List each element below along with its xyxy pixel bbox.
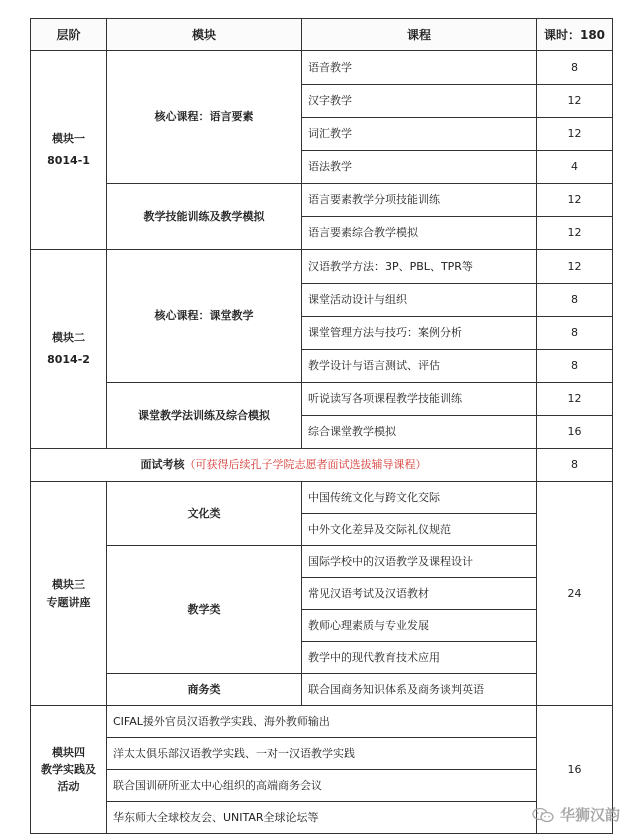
table-row: [31, 51, 613, 85]
curriculum-table: [30, 18, 613, 834]
interview-note: （可获得后续孔子学院志愿者面试选拔辅导课程）: [184, 458, 427, 471]
header-level: 层阶: [31, 19, 107, 51]
hours-cell: 12: [537, 250, 613, 284]
module2-name: 模块二: [52, 331, 85, 344]
module1-sub2-title: 教学技能训练及教学模拟: [107, 184, 302, 250]
course-cell: 教师心理素质与专业发展: [302, 610, 537, 642]
watermark: [532, 804, 620, 825]
header-module: 模块: [107, 19, 302, 51]
course-cell: 联合国商务知识体系及商务谈判英语: [302, 674, 537, 706]
table-row: [31, 802, 613, 834]
module3-hours: 24: [537, 482, 613, 706]
hours-cell: 8: [537, 284, 613, 317]
hours-cell: 12: [537, 85, 613, 118]
module1-sub1-title: 核心课程：语言要素: [107, 51, 302, 184]
course-cell: 综合课堂教学模拟: [302, 416, 537, 449]
table-header-row: [31, 19, 613, 51]
hours-cell: 12: [537, 184, 613, 217]
table-row: [31, 674, 613, 706]
watermark-text: 华狮汉韵: [559, 806, 620, 824]
course-cell: 语言要素教学分项技能训练: [302, 184, 537, 217]
hours-cell: 4: [537, 151, 613, 184]
header-course: 课程: [302, 19, 537, 51]
course-cell: 教学中的现代教育技术应用: [302, 642, 537, 674]
course-cell: 中外文化差异及交际礼仪规范: [302, 514, 537, 546]
practice-item: 华东师大全球校友会、UNITAR全球论坛等: [107, 802, 537, 834]
module1-name: 模块一: [52, 132, 85, 145]
table-row: [31, 546, 613, 578]
course-cell: 教学设计与语言测试、评估: [302, 350, 537, 383]
practice-item: 洋太太俱乐部汉语教学实践、一对一汉语教学实践: [107, 738, 537, 770]
wechat-icon: [532, 807, 554, 823]
hours-cell: 12: [537, 217, 613, 250]
module4-subtitle1: 教学实践及: [41, 763, 96, 776]
table-row: [31, 738, 613, 770]
module3-level-cell: [31, 482, 107, 706]
course-cell: 国际学校中的汉语教学及课程设计: [302, 546, 537, 578]
course-cell: 汉语教学方法：3P、PBL、TPR等: [302, 250, 537, 284]
interview-row: [31, 449, 613, 482]
module3-business-title: 商务类: [107, 674, 302, 706]
course-cell: 常见汉语考试及汉语教材: [302, 578, 537, 610]
module3-name: 模块三: [52, 577, 85, 591]
course-cell: 汉字教学: [302, 85, 537, 118]
module4-subtitle2: 活动: [57, 780, 80, 793]
module2-sub2-title: 课堂教学法训练及综合模拟: [107, 383, 302, 449]
course-cell: 语言要素综合教学模拟: [302, 217, 537, 250]
practice-item: 联合国训研所亚太中心组织的高端商务会议: [107, 770, 537, 802]
hours-cell: 12: [537, 383, 613, 416]
module3-culture-title: 文化类: [107, 482, 302, 546]
course-cell: 听说读写各项课程教学技能训练: [302, 383, 537, 416]
table-row: [31, 250, 613, 284]
course-cell: 语音教学: [302, 51, 537, 85]
module3-subtitle: 专题讲座: [46, 595, 91, 609]
module4-level-cell: [31, 706, 107, 834]
course-cell: 课堂管理方法与技巧：案例分析: [302, 317, 537, 350]
course-cell: 中国传统文化与跨文化交际: [302, 482, 537, 514]
interview-cell: [31, 449, 537, 482]
header-hours: 课时：180: [537, 19, 613, 51]
hours-cell: 8: [537, 317, 613, 350]
practice-item: CIFAL援外官员汉语教学实践、海外教师输出: [107, 706, 537, 738]
hours-cell: 16: [537, 416, 613, 449]
table-row: [31, 706, 613, 738]
module2-code: 8014-2: [47, 353, 90, 366]
course-cell: 词汇教学: [302, 118, 537, 151]
module2-level-cell: [31, 250, 107, 449]
course-cell: 课堂活动设计与组织: [302, 284, 537, 317]
course-cell: 语法教学: [302, 151, 537, 184]
module4-name: 模块四: [52, 746, 85, 759]
table-row: [31, 482, 613, 514]
interview-label: 面试考核: [140, 458, 185, 471]
table-row: [31, 184, 613, 217]
module3-teaching-title: 教学类: [107, 546, 302, 674]
module1-code: 8014-1: [47, 154, 90, 167]
table-row: [31, 770, 613, 802]
hours-cell: 12: [537, 118, 613, 151]
hours-cell: 8: [537, 51, 613, 85]
hours-cell: 8: [537, 449, 613, 482]
table-row: [31, 383, 613, 416]
hours-cell: 8: [537, 350, 613, 383]
module2-sub1-title: 核心课程：课堂教学: [107, 250, 302, 383]
module1-level-cell: [31, 51, 107, 250]
module4-hours: 16: [537, 706, 613, 834]
